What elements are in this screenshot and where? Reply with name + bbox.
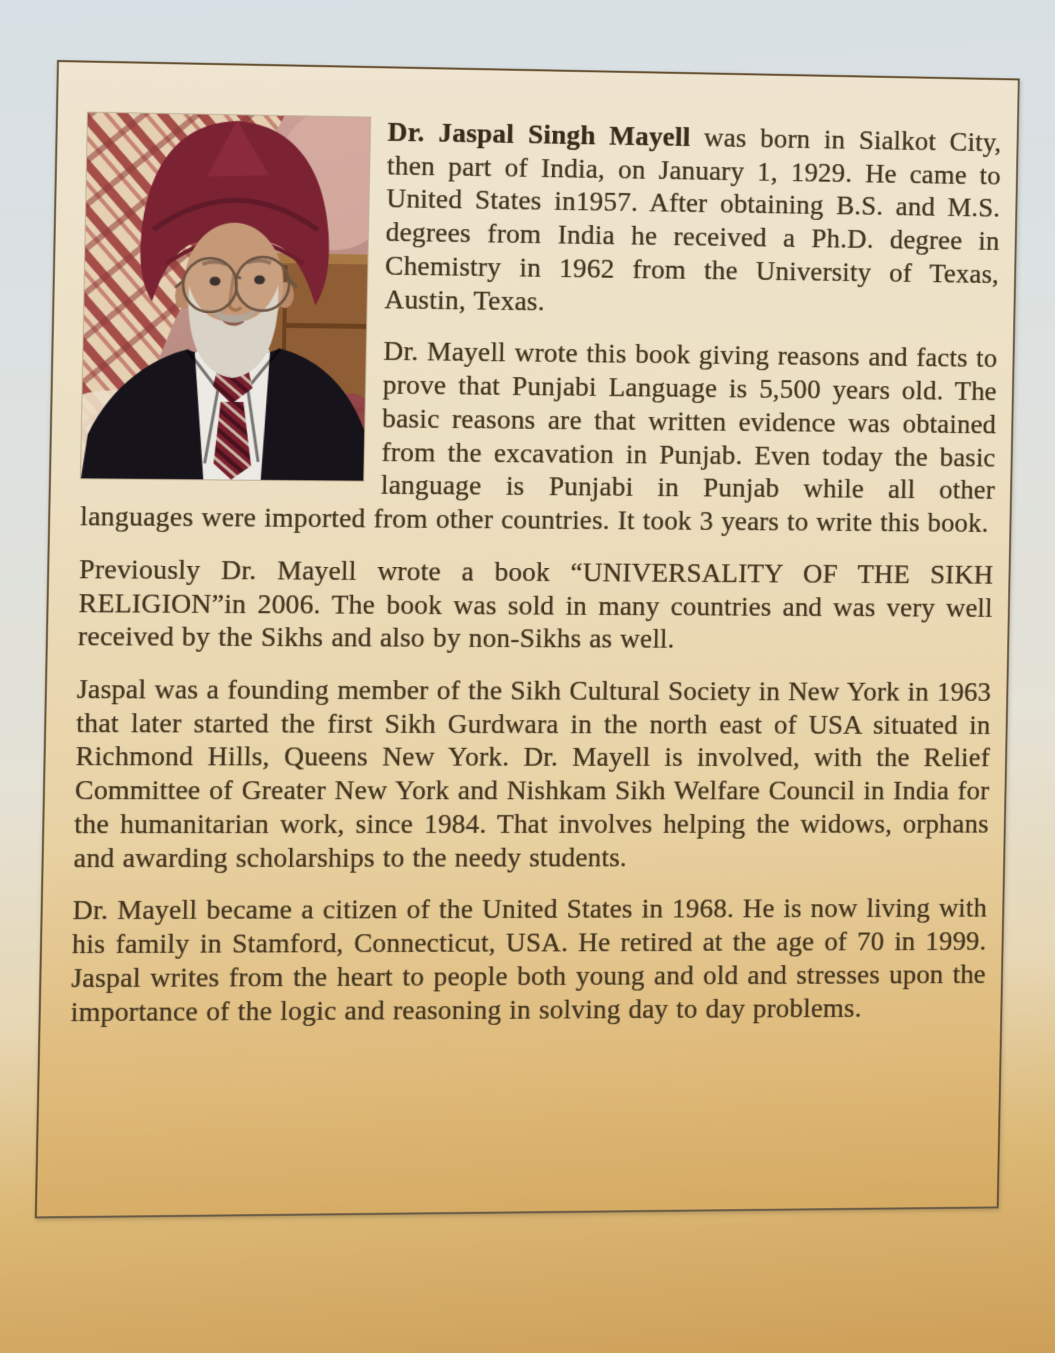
bio-paragraph-4: Jaspal was a founding member of the Sikh Cultural Society in New York in 1963 that later started the first Sikh Gurdwara in the north east of USA situated in Richmond Hills, Queens New York. Dr. Mayell is involved, with the Relief Committee of Greater New York and Nishkam Sikh Welfare Council in India for the humanitarian work, since 1984. That involves helping the widows, orphans and awarding scholarships to the needy students. (73, 674, 992, 874)
book-back-cover (35, 60, 1020, 1218)
author-photo (81, 113, 370, 481)
bio-paragraph-5: Dr. Mayell became a citizen of the United States in 1968. He is now living with his family in Stamford, Connecticut, USA. He retired at the age of 70 in 1999. Jaspal writes from the heart to people both young and old and stresses upon the importance of the logic and reasoning in solving day to day problems. (70, 893, 988, 1028)
author-name: Dr. Jaspal Singh Mayell (387, 116, 691, 153)
bio-paragraph-3: Previously Dr. Mayell wrote a book “UNIVERSALITY OF THE SIKH RELIGION”in 2006. The book was sold in many countries and was very well received by the Sikhs and also by non-Sikhs as well. (77, 554, 994, 655)
author-photo-illustration (81, 113, 370, 481)
bio-paragraph-2: Dr. Mayell wrote this book giving reasons and facts to prove that Punjabi Language is 5,500 years old. The basic reasons are that written evidence was obtained from the excavation in Punjab. Even today the basic language is Punjabi in Punjab while all other languages were imported from other countries. It took 3 years to write this book. (79, 336, 998, 539)
bio-paragraph-1-text: was born in Sialkot City, then part of India, on January 1, 1929. He came to United States in1957. After obtaining B.S. and M.S. degrees from India he received a Ph.D. degree in Chemistry in 1962 from the University of Texas, Austin, Texas. (384, 122, 1002, 317)
